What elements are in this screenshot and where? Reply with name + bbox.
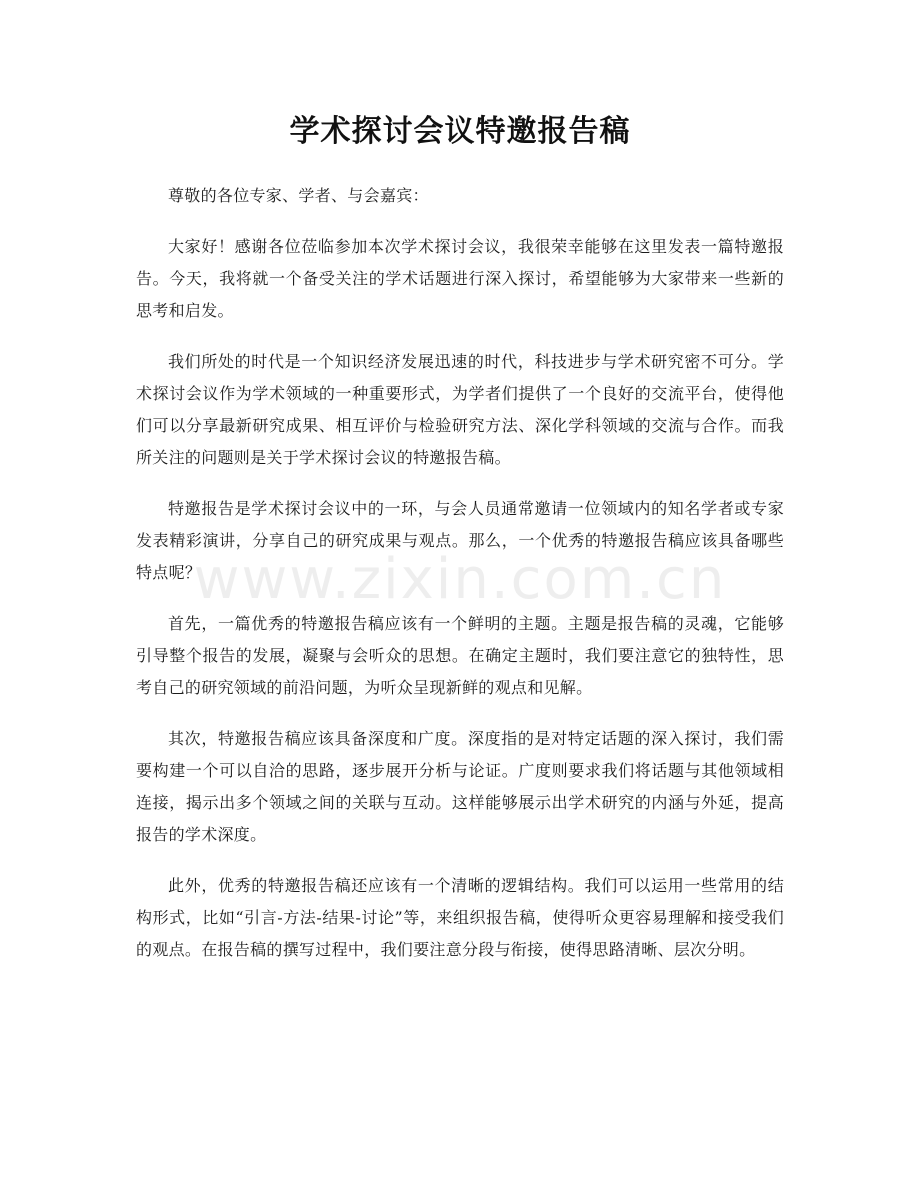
body-paragraph: 大家好！感谢各位莅临参加本次学术探讨会议，我很荣幸能够在这里发表一篇特邀报告。今天，我将就一个备受关注的学术话题进行深入探讨，希望能够为大家带来一些新的思考和启发。 [136,237,784,320]
body-paragraph: 特邀报告是学术探讨会议中的一环，与会人员通常邀请一位领域内的知名学者或专家发表精彩演讲，分享自己的研究成果与观点。那么，一个优秀的特邀报告稿应该具备哪些特点呢？ [136,499,784,582]
salutation-paragraph: 尊敬的各位专家、学者、与会嘉宾： [168,186,429,205]
body-paragraph: 其次，特邀报告稿应该具备深度和广度。深度指的是对特定话题的深入探讨，我们需要构建一个可以自洽的思路，逐步展开分析与论证。广度则要求我们将话题与其他领域相连接，揭示出多个领域之间的关联与互动。这样能够展示出学术研究的内涵与外延，提高报告的学术深度。 [136,729,784,844]
document-body [136,180,784,985]
body-paragraph: 首先，一篇优秀的特邀报告稿应该有一个鲜明的主题。主题是报告稿的灵魂，它能够引导整个报告的发展，凝聚与会听众的思想。在确定主题时，我们要注意它的独特性，思考自己的研究领域的前沿问题，为听众呈现新鲜的观点和见解。 [136,614,784,697]
document-title: 学术探讨会议特邀报告稿 [289,114,631,149]
body-paragraph: 此外，优秀的特邀报告稿还应该有一个清晰的逻辑结构。我们可以运用一些常用的结构形式，比如“引言-方法-结果-讨论”等，来组织报告稿，使得听众更容易理解和接受我们的观点。在报告稿的撰写过程中，我们要注意分段与衔接，使得思路清晰、层次分明。 [136,876,784,959]
body-paragraph: 我们所处的时代是一个知识经济发展迅速的时代，科技进步与学术研究密不可分。学术探讨会议作为学术领域的一种重要形式，为学者们提供了一个良好的交流平台，使得他们可以分享最新研究成果、相互评价与检验研究方法、深化学科领域的交流与合作。而我所关注的问题则是关于学术探讨会议的特邀报告稿。 [136,352,784,467]
watermark: www.zixin.com.cn [193,547,727,612]
